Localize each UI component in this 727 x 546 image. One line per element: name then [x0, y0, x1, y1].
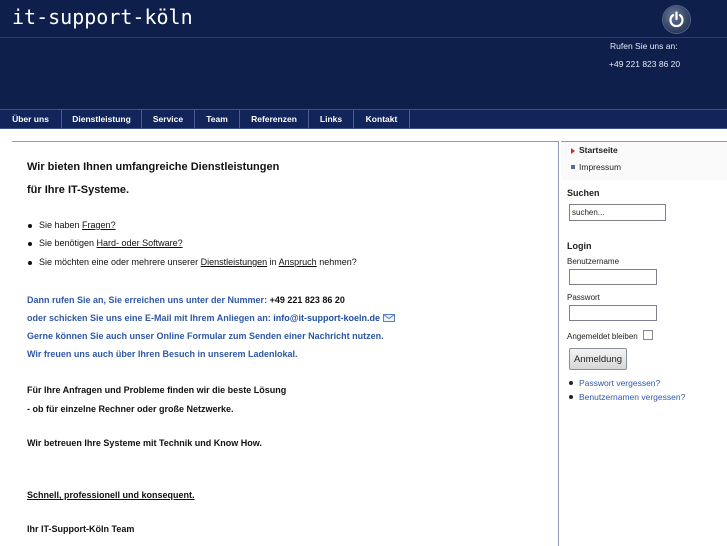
dienstleistungen-link[interactable]: Dienstleistungen: [200, 257, 268, 267]
main-content: [12, 141, 559, 546]
remember-checkbox[interactable]: [643, 330, 653, 340]
call-line: [27, 295, 345, 305]
content-heading-1: Wir bieten Ihnen umfangreiche Dienstleistungen: [27, 161, 280, 173]
nav-item-team[interactable]: Team: [195, 110, 240, 128]
hard-software-link[interactable]: Hard- oder Software?: [96, 238, 183, 248]
bullet-3-post: nehmen?: [316, 257, 357, 267]
bullet-3: [28, 261, 32, 265]
menu-item-startseite[interactable]: Startseite: [579, 145, 618, 155]
signature: Ihr IT-Support-Köln Team: [27, 524, 135, 534]
forgot-username-link[interactable]: Benutzernamen vergessen?: [579, 392, 686, 402]
bullet-3-mid: in: [267, 257, 279, 267]
header-divider: [0, 37, 727, 38]
bullet-line-2: [39, 238, 183, 248]
main-nav: [0, 109, 727, 129]
bullet-1: [28, 224, 32, 228]
bullet-line-1: [39, 220, 116, 230]
search-input[interactable]: [569, 204, 666, 221]
slogan: Schnell, professionell und konsequent.: [27, 490, 195, 500]
arrow-right-icon: [571, 148, 575, 154]
username-field[interactable]: [569, 269, 657, 285]
search-title: Suchen: [567, 188, 600, 198]
content-heading-2: für Ihre IT-Systeme.: [27, 184, 130, 196]
nav-item-ueber-uns[interactable]: Über uns: [0, 110, 62, 128]
square-bullet-icon: [571, 165, 575, 169]
login-title: Login: [567, 241, 592, 251]
anspruch-link[interactable]: Anspruch: [278, 257, 317, 267]
username-label: Benutzername: [567, 257, 620, 266]
solution-line-2: - ob für einzelne Rechner oder große Netzwerke.: [27, 404, 234, 414]
site-header: [0, 0, 727, 109]
bullet-forgot-username: [569, 395, 573, 399]
call-label: Rufen Sie uns an:: [610, 41, 678, 51]
nav-item-dienstleistung[interactable]: Dienstleistung: [62, 110, 142, 128]
bullet-1-text: Sie haben: [39, 220, 83, 230]
email-link[interactable]: info@it-support-koeln.de: [273, 313, 380, 323]
header-phone: +49 221 823 86 20: [609, 59, 681, 69]
call-line-text: Dann rufen Sie an, Sie erreichen uns unter der Nummer:: [27, 295, 270, 305]
sidebar-menu: [561, 141, 727, 180]
nav-item-service[interactable]: Service: [142, 110, 195, 128]
login-button[interactable]: Anmeldung: [569, 348, 627, 370]
bullet-3-text: Sie möchten eine oder mehrere unserer: [39, 257, 201, 267]
bullet-line-3: [39, 257, 357, 267]
mail-line-text: oder schicken Sie uns eine E-Mail mit Ihrem Anliegen an:: [27, 313, 274, 323]
menu-item-impressum[interactable]: Impressum: [579, 162, 622, 172]
site-title[interactable]: it-support-köln: [12, 5, 193, 29]
visit-line: Wir freuen uns auch über Ihren Besuch in unserem Ladenlokal.: [27, 349, 298, 359]
password-field[interactable]: [569, 305, 657, 321]
nav-item-links[interactable]: Links: [309, 110, 354, 128]
fragen-link[interactable]: Fragen?: [82, 220, 116, 230]
content-phone: +49 221 823 86 20: [269, 295, 345, 305]
mail-line: [27, 313, 395, 323]
solution-line-1: Für Ihre Anfragen und Probleme finden wir die beste Lösung: [27, 385, 287, 395]
forgot-password-link[interactable]: Passwort vergessen?: [579, 378, 661, 388]
remember-label: Angemeldet bleiben: [567, 332, 638, 341]
password-label: Passwort: [567, 293, 600, 302]
power-icon[interactable]: [663, 6, 690, 33]
bullet-2-text: Sie benötigen: [39, 238, 97, 248]
bullet-2: [28, 242, 32, 246]
bullet-forgot-password: [569, 381, 573, 385]
sidebar: [561, 141, 727, 545]
nav-item-kontakt[interactable]: Kontakt: [354, 110, 410, 128]
form-line: Gerne können Sie auch unser Online Formular zum Senden einer Nachricht nutzen.: [27, 331, 384, 341]
nav-item-referenzen[interactable]: Referenzen: [240, 110, 309, 128]
mail-icon[interactable]: [383, 314, 395, 322]
support-line: Wir betreuen Ihre Systeme mit Technik und Know How.: [27, 438, 262, 448]
